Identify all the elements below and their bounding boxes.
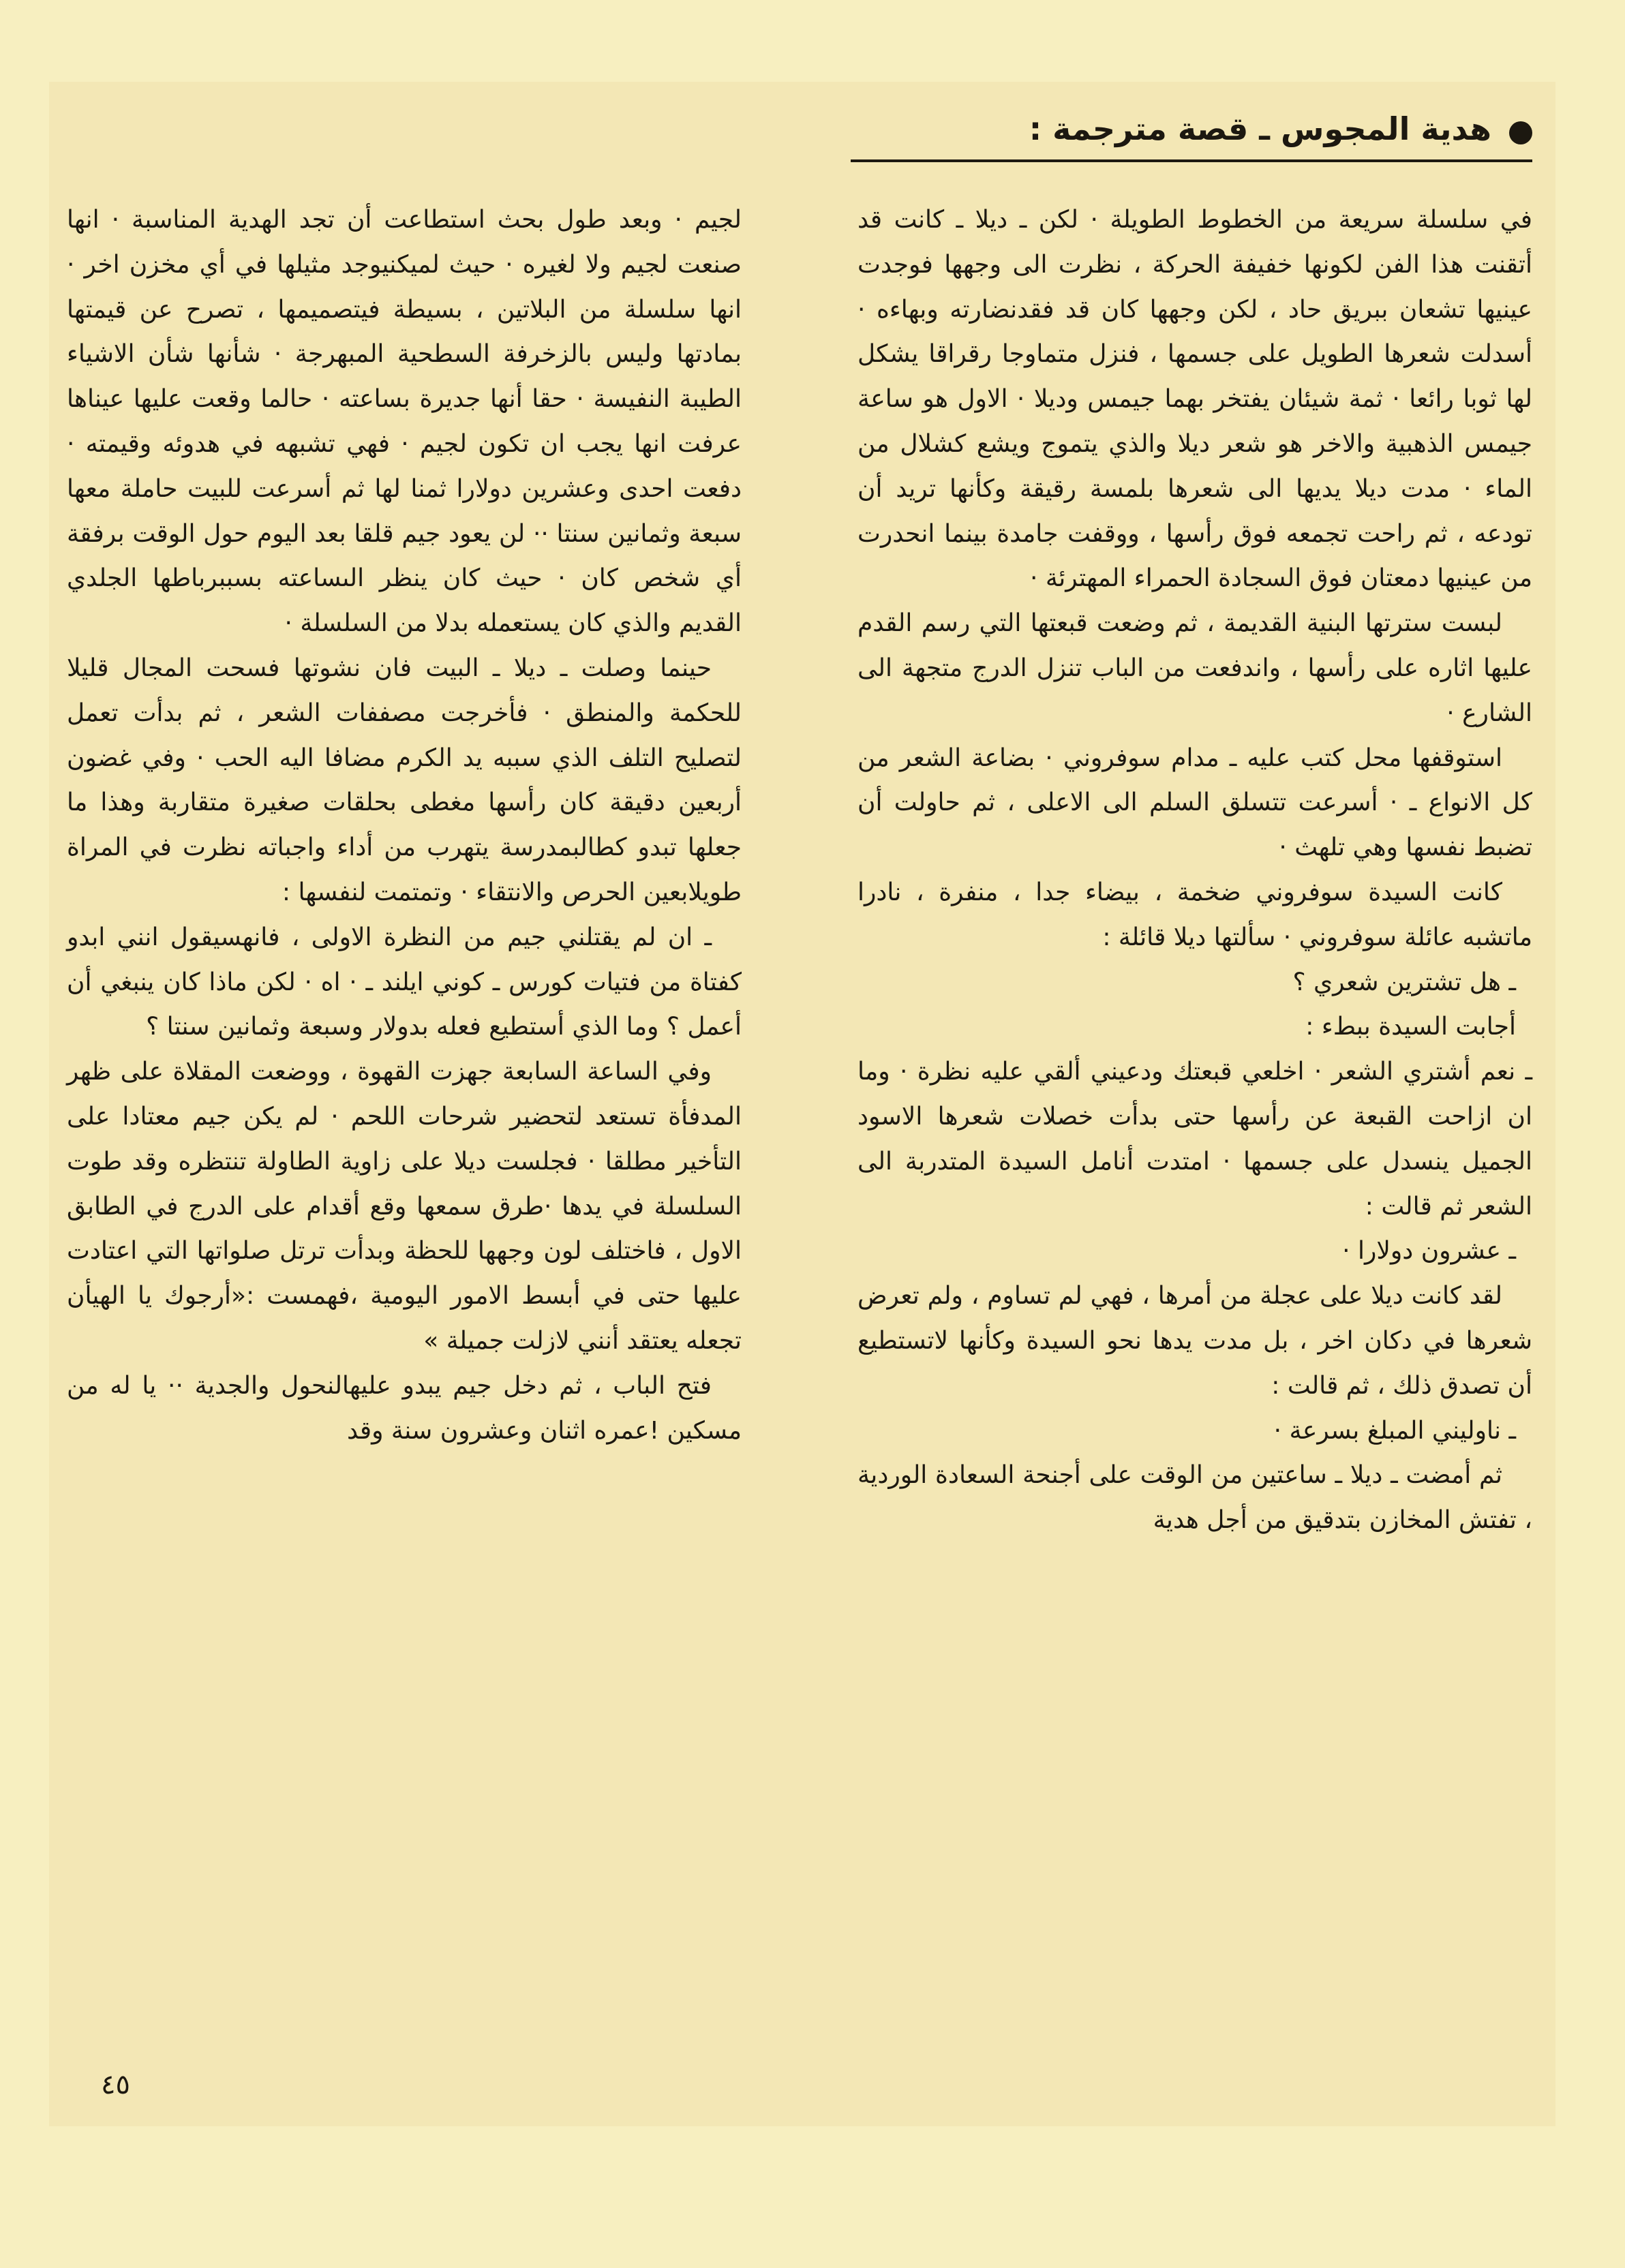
paragraph: كانت السيدة سوفروني ضخمة ، بيضاء جدا ، منفرة ، نادرا ماتشبه عائلة سوفروني · سألتها ديلا قائلة : — [857, 878, 1532, 951]
bullet-icon — [1509, 121, 1532, 144]
paragraph: فتح الباب ، ثم دخل جيم يبدو عليهالنحول والجدية ·· يا له من مسكين !عمره اثنان وعشرون سنة وقد — [67, 1371, 742, 1445]
paragraph: لبست سترتها البنية القديمة ، ثم وضعت قبعتها التي رسم القدم عليها اثاره على رأسها ، واندفعت من الباب تنزل الدرج متجهة الى الشارع · — [857, 609, 1532, 727]
paragraph: لجيم · وبعد طول بحث استطاعت أن تجد الهدية المناسبة · انها صنعت لجيم ولا لغيره · حيث لميكنيوجد مثيلها في أي مخزن اخر · انها سلسلة من البلاتين ، بسيطة فيتصميمها ، تصرح عن قيمتها بمادتها وليس بالزخرفة السطحية المبهرجة · شأنها شأن الاشياء الطيبة النفيسة · حقا أنها جديرة بساعته · حالما وقعت عليها عيناها عرفت انها يجب ان تكون لجيم · فهي تشبهه في هدوئه وقيمته · دفعت احدى وعشرين دولارا ثمنا لها ثم أسرعت للبيت حاملة معها سبعة وثمانين سنتا ·· لن يعود جيم قلقا بعد اليوم حول الوقت برفقة أي شخص كان · حيث كان ينظر الىساعته بسببرباطها الجلدي القديم والذي كان يستعمله بدلا من السلسلة · — [67, 206, 742, 638]
paragraph: في سلسلة سريعة من الخطوط الطويلة · لكن ـ ديلا ـ كانت قد أتقنت هذا الفن لكونها خفيفة الحركة ، نظرت الى وجهها فوجدت عينيها تشعان ببريق حاد ، لكن وجهها كان قد فقدنضارته وبهاءه · أسدلت شعرها الطويل على جسمها ، فنزل متماوجا رقراقا يشكل لها ثوبا رائعا · ثمة شيئان يفتخر بهما جيمس وديلا · الاول هو ساعة جيمس الذهبية والاخر هو شعر ديلا والذي يتموج ويشع كشلال من الماء · مدت ديلا يديها الى شعرها بلمسة رقيقة وكأنها تريد أن تودعه ، ثم راحت تجمعه فوق رأسها ، ووقفت جامدة بينما انحدرت من عينيها دمعتان فوق السجادة الحمراء المهترئة · — [857, 206, 1532, 593]
paragraph: حينما وصلت ـ ديلا ـ البيت فان نشوتها فسحت المجال قليلا للحكمة والمنطق · فأخرجت مصففات الشعر ، ثم بدأت تعمل لتصليح التلف الذي سببه يد الكرم مضافا اليه الحب · وفي غضون أربعين دقيقة كان رأسها مغطى بحلقات صغيرة متقاربة وهذا ما جعلها تبدو كطالبمدرسة يتهرب من أداء واجباته نظرت في المراة طويلابعين الحرص والانتقاء · وتمتمت لنفسها : — [67, 654, 742, 906]
article-header — [851, 101, 1532, 169]
left-column — [67, 198, 742, 1453]
article-title: هدية المجوس ـ قصة مترجمة : — [1029, 110, 1491, 147]
dialogue-line: أجابت السيدة ببطء : — [1305, 1013, 1516, 1041]
header-rule — [851, 159, 1532, 162]
dialogue-line: ـ هل تشترين شعري ؟ — [1292, 968, 1516, 996]
paragraph: ـ ان لم يقتلني جيم من النظرة الاولى ، فانهسيقول انني ابدو كفتاة من فتيات كورس ـ كوني ايلند ـ · اه · لكن ماذا كان ينبغي أن أعمل ؟ وما الذي أستطيع فعله بدولار وسبعة وثمانين سنتا ؟ — [67, 923, 742, 1041]
paragraph: ثم أمضت ـ ديلا ـ ساعتين من الوقت على أجنحة السعادة الوردية ، تفتش المخازن بتدقيق من أجل هدية — [857, 1461, 1532, 1535]
page-number: ٤٥ — [101, 2069, 130, 2100]
paragraph: لقد كانت ديلا على عجلة من أمرها ، فهي لم تساوم ، ولم تعرض شعرها في دكان اخر ، بل مدت يدها نحو السيدة وكأنها لاتستطيع أن تصدق ذلك ، ثم قالت : — [857, 1282, 1532, 1400]
right-column — [857, 198, 1532, 1543]
paragraph: استوقفها محل كتب عليه ـ مدام سوفروني · بضاعة الشعر من كل الانواع ـ · أسرعت تتسلق السلم الى الاعلى ، ثم حاولت أن تضبط نفسها وهي تلهث · — [857, 744, 1532, 862]
paragraph: وفي الساعة السابعة جهزت القهوة ، ووضعت المقلاة على ظهر المدفأة تستعد لتحضير شرحات اللحم · لم يكن جيم معتادا على التأخير مطلقا · فجلست ديلا على زاوية الطاولة تنتظره وقد طوت السلسلة في يدها ·طرق سمعها وقع أقدام على الدرج في الطابق الاول ، فاختلف لون وجهها للحظة وبدأت ترتل صلواتها التي اعتادت عليها حتى في أبسط الامور اليومية ،فهمست :«أرجوك يا الهيأن تجعله يعتقد أنني لازلت جميلة » — [67, 1058, 742, 1355]
dialogue-line: ـ ناوليني المبلغ بسرعة · — [1273, 1416, 1516, 1445]
dialogue-line: ـ عشرون دولارا · — [1342, 1237, 1516, 1266]
paragraph: ـ نعم أشتري الشعر · اخلعي قبعتك ودعيني ألقي عليه نظرة · وما ان ازاحت القبعة عن رأسها حتى بدأت خصلات شعرها الاسود الجميل ينسدل على جسمها · امتدت أنامل السيدة المتدربة الى الشعر ثم قالت : — [857, 1058, 1532, 1221]
